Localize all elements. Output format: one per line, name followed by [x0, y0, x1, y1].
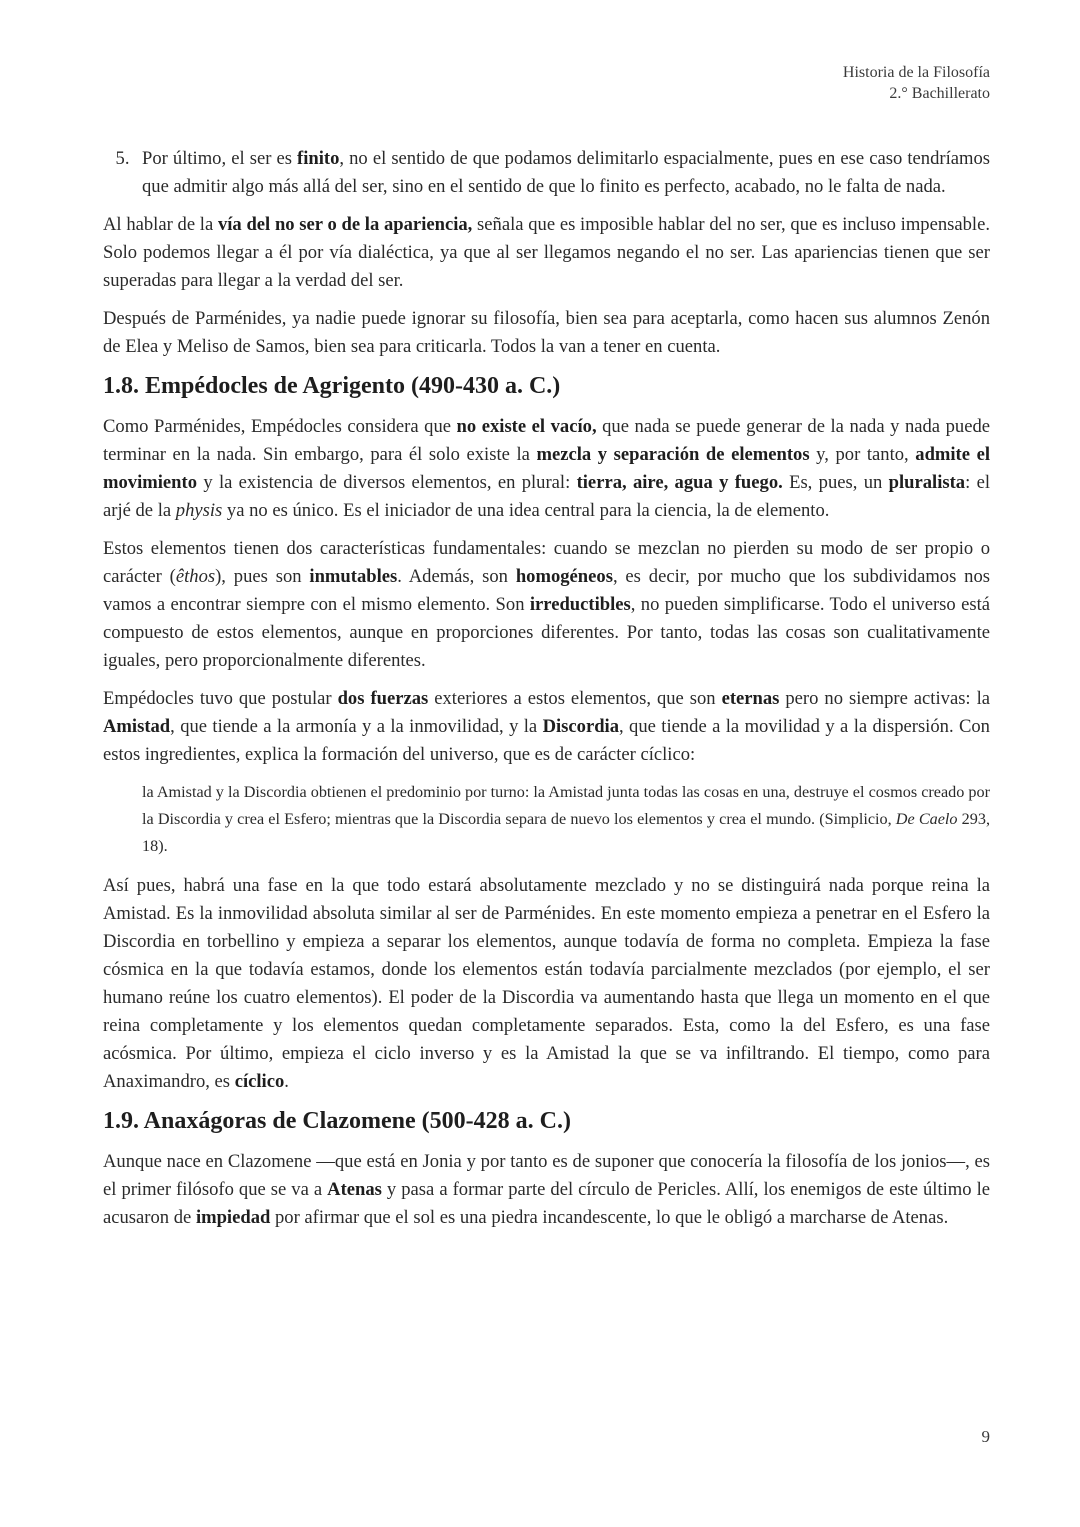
paragraph-elementos	[103, 535, 990, 675]
text-run: pero no siempre activas: la	[779, 688, 990, 709]
text-run: exteriores a estos elementos, que son	[428, 688, 722, 709]
text-run: por afirmar que el sol es una piedra incandescente, lo que le obligó a marcharse de Atenas.	[270, 1207, 949, 1228]
bold-term: cíclico	[234, 1071, 285, 1092]
header-course-level: 2.° Bachillerato	[889, 85, 990, 102]
text-run: Por último, el ser es	[142, 148, 298, 169]
text-run: , es decir, por mucho que los subdividamos nos vamos a encontrar siempre con el mismo elemento. Son	[103, 566, 990, 615]
paragraph-empedocles-vacio	[103, 413, 990, 525]
paragraph-despues-parmenides	[103, 305, 990, 361]
text-run: , que tiende a la movilidad y a la dispersión. Con estos ingredientes, explica la formación del universo, que es de carácter cíclico:	[103, 716, 990, 765]
text-run: la Amistad y la Discordia obtienen el predominio por turno: la Amistad junta todas las cosas en una, destruye el cosmos creado por la Discordia y crea el Esfero; mientras que la Discordia separa de nuevo los elementos y crea el mundo. (Simplicio,	[142, 783, 990, 828]
italic-term: De Caelo	[895, 810, 958, 828]
text-run: Así pues, habrá una fase en la que todo estará absolutamente mezclado y no se distinguirá nada porque reina la Amistad. Es la inmovilidad absoluta similar al ser de Parménides. En este momento empieza a penetrar en el Esfero la Discordia en torbellino y empieza a separar los elementos, aunque todavía de forma no completa. Empieza la fase cósmica en la que todavía estamos, donde los elementos están todavía parcialmente mezclados (por ejemplo, el ser humano reúne los cuatro elementos). El poder de la Discordia va aumentando hasta que llega un momento en el que reina completamente y los elementos quedan completamente separados. Esta, como la del Esfero, es una fase acósmica. Por último, empieza el ciclo inverso y es la Amistad la que se va infiltrando. El tiempo, como para Anaximandro, es	[103, 875, 990, 1092]
text-run: y pasa a formar parte del círculo de Pericles. Allí, los enemigos de este último le acusaron de	[103, 1179, 991, 1228]
text-run: , no pueden simplificarse. Todo el universo está compuesto de estos elementos, aunque en proporciones diferentes. Por tanto, todas las cosas son cualitativamente iguales, pero proporcionalmente diferentes.	[103, 594, 990, 671]
text-run: .	[284, 1071, 289, 1092]
bold-term: tierra, aire, agua y fuego.	[576, 472, 783, 493]
section-heading-empedocles: 1.8. Empédocles de Agrigento (490-430 a. C.)	[103, 373, 561, 399]
italic-term: physis	[175, 500, 223, 521]
page-header	[843, 62, 990, 104]
bold-term: admite el movimiento	[103, 444, 991, 493]
text-run: y, por tanto,	[809, 444, 916, 465]
paragraph-fases-ciclo	[103, 872, 990, 1096]
paragraph-anaxagoras-atenas	[103, 1148, 990, 1232]
text-run: señala que es imposible hablar del no ser, que es incluso impensable. Solo podemos llegar a él por vía dialéctica, ya que al ser llegamos negando el no ser. Las apariencias tienen que ser superadas para llegar a la verdad del ser.	[103, 214, 990, 291]
text-run: : el arjé de la	[103, 472, 990, 521]
text-run: Estos elementos tienen dos características fundamentales: cuando se mezclan no pierden su modo de ser propio o carácter (	[103, 538, 990, 587]
block-quote-simplicio	[142, 779, 990, 860]
bold-term: finito	[297, 148, 340, 169]
text-run: y la existencia de diversos elementos, en plural:	[197, 472, 577, 493]
text-run: Empédocles tuvo que postular	[103, 688, 338, 709]
section-heading-anaxagoras: 1.9. Anaxágoras de Clazomene (500-428 a. C.)	[103, 1108, 571, 1134]
text-run: Después de Parménides, ya nadie puede ignorar su filosofía, bien sea para aceptarla, como hacen sus alumnos Zenón de Elea y Meliso de Samos, bien sea para criticarla. Todos la van a tener en cuenta.	[103, 308, 990, 357]
bold-term: pluralista	[888, 472, 966, 493]
bold-term: Discordia	[542, 716, 620, 737]
bold-term: mezcla y separación de elementos	[536, 444, 810, 465]
paragraph-dos-fuerzas	[103, 685, 990, 769]
text-run: que nada se puede generar de la nada y nada puede terminar en la nada. Sin embargo, para él solo existe la	[103, 416, 991, 465]
text-run: Aunque nace en Clazomene —que está en Jonia y por tanto es de suponer que conocería la filosofía de los jonios—, es el primer filósofo que se va a	[103, 1151, 990, 1200]
bold-term: Atenas	[327, 1179, 382, 1200]
header-course-title: Historia de la Filosofía	[842, 64, 990, 81]
list-text	[142, 145, 990, 201]
text-run: ya no es único. Es el iniciador de una idea central para la ciencia, la de elemento.	[222, 500, 830, 521]
bold-term: eternas	[721, 688, 780, 709]
bold-term: irreductibles	[529, 594, 631, 615]
text-run: Es, pues, un	[782, 472, 889, 493]
italic-term: êthos	[175, 566, 216, 587]
text-run: ), pues son	[215, 566, 310, 587]
text-run: , que tiende a la armonía y a la inmovilidad, y la	[170, 716, 543, 737]
list-number: 5.	[115, 148, 130, 169]
bold-term: impiedad	[195, 1207, 271, 1228]
text-run: Al hablar de la	[103, 214, 218, 235]
text-run: 293, 18).	[142, 810, 990, 855]
page-number: 9	[981, 1427, 990, 1446]
bold-term: dos fuerzas	[337, 688, 429, 709]
bold-term: no existe el vacío,	[456, 416, 597, 437]
text-run: , no el sentido de que podamos delimitarlo espacialmente, pues en ese caso tendríamos que admitir algo más allá del ser, sino en el sentido de que lo finito es perfecto, acabado, no le falta de nada.	[142, 148, 990, 197]
text-run: . Además, son	[397, 566, 516, 587]
text-run: Como Parménides, Empédocles considera que	[103, 416, 457, 437]
page-body	[103, 145, 990, 1242]
bold-term: inmutables	[309, 566, 398, 587]
bold-term: vía del no ser o de la apariencia,	[217, 214, 473, 235]
list-item-5	[103, 145, 990, 201]
bold-term: homogéneos	[515, 566, 613, 587]
bold-term: Amistad	[103, 716, 171, 737]
paragraph-via-no-ser	[103, 211, 990, 295]
